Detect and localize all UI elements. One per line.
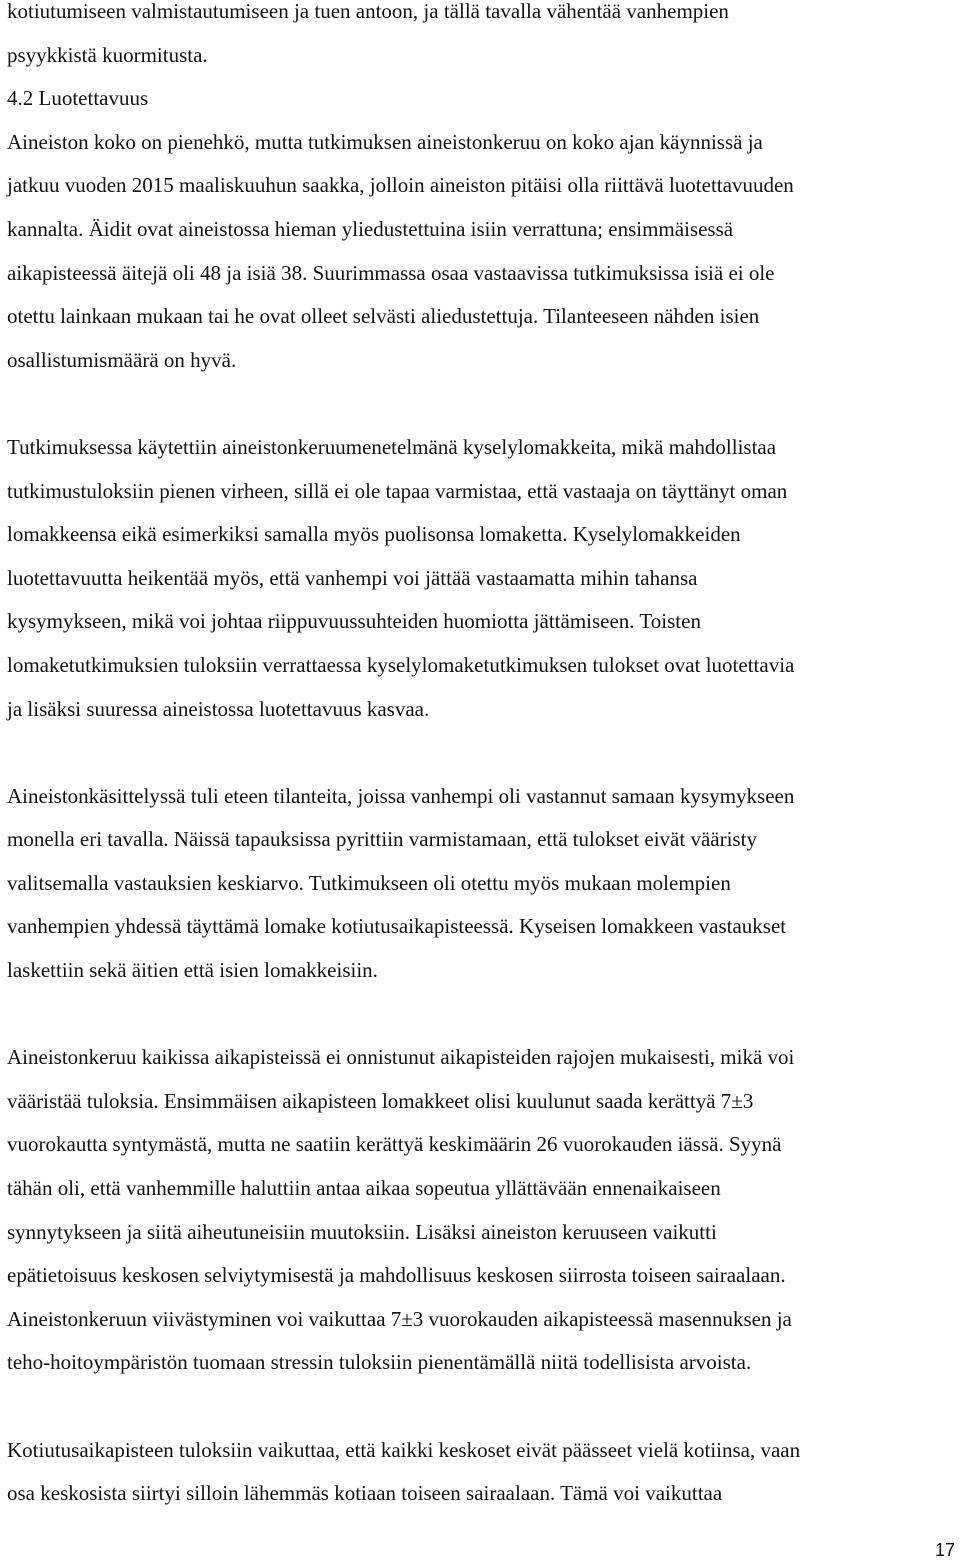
document-page — [7, 0, 957, 1516]
section-heading: 4.2 Luotettavuus — [7, 86, 149, 111]
paragraph-4 — [7, 1036, 957, 1385]
text-line: psyykkistä kuormitusta. — [7, 42, 208, 67]
text-line: Kotiutusaikapisteen tuloksiin vaikuttaa, että kaikki keskoset eivät päässeet vielä kotiinsa, vaan — [7, 1437, 801, 1462]
text-line: tutkimustuloksiin pienen virheen, sillä ei ole tapaa varmistaa, että vastaaja on täyttänyt oman — [7, 478, 788, 503]
text-line: Aineistonkäsittelyssä tuli eteen tilanteita, joissa vanhempi oli vastannut samaan kysymykseen — [7, 783, 795, 808]
paragraph-gap — [7, 731, 957, 775]
text-line: kannalta. Äidit ovat aineistossa hieman yliedustettuina isiin verrattuna; ensimmäisessä — [7, 216, 734, 241]
text-line: kysymykseen, mikä voi johtaa riippuvuussuhteiden huomiotta jättämiseen. Toisten — [7, 609, 701, 634]
paragraph-2 — [7, 426, 957, 731]
text-line: jatkuu vuoden 2015 maaliskuuhun saakka, jolloin aineiston pitäisi olla riittävä luotettavuuden — [7, 173, 794, 198]
text-line: osa keskosista siirtyi silloin lähemmäs kotiaan toiseen sairaalaan. Tämä voi vaikuttaa — [7, 1481, 723, 1506]
text-line: aikapisteessä äitejä oli 48 ja isiä 38. Suurimmassa osaa vastaavissa tutkimuksissa isiä ei ole — [7, 260, 775, 285]
paragraph-5 — [7, 1429, 957, 1516]
text-line: valitsemalla vastauksien keskiarvo. Tutkimukseen oli otettu myös mukaan molempien — [7, 870, 731, 895]
intro-paragraph — [7, 0, 957, 77]
text-line: synnytykseen ja siitä aiheutuneisiin muutoksiin. Lisäksi aineiston keruuseen vaikutti — [7, 1219, 717, 1244]
text-line: Aineistonkeruu kaikissa aikapisteissä ei onnistunut aikapisteiden rajojen mukaisesti, mikä voi — [7, 1045, 795, 1070]
page-number: 17 — [934, 1540, 955, 1560]
text-line: laskettiin sekä äitien että isien lomakkeisiin. — [7, 958, 378, 983]
text-line: vääristää tuloksia. Ensimmäisen aikapisteen lomakkeet olisi kuulunut saada kerättyä 7±3 — [7, 1088, 754, 1113]
text-line: kotiutumiseen valmistautumiseen ja tuen antoon, ja tällä tavalla vähentää vanhempien — [7, 0, 729, 23]
text-line: lomaketutkimuksien tuloksiin verrattaessa kyselylomaketutkimuksen tulokset ovat luotettavia — [7, 652, 795, 677]
paragraph-gap — [7, 1385, 957, 1429]
text-line: Aineiston koko on pienehkö, mutta tutkimuksen aineistonkeruu on koko ajan käynnissä ja — [7, 129, 763, 154]
text-line: luotettavuutta heikentää myös, että vanhempi voi jättää vastaamatta mihin tahansa — [7, 565, 698, 590]
paragraph-3 — [7, 775, 957, 993]
text-line: tähän oli, että vanhemmille haluttiin antaa aikaa sopeutua yllättävään ennenaikaiseen — [7, 1176, 721, 1201]
text-line: lomakkeensa eikä esimerkiksi samalla myös puolisonsa lomaketta. Kyselylomakkeiden — [7, 522, 741, 547]
paragraph-1 — [7, 121, 957, 383]
text-line: vanhempien yhdessä täyttämä lomake kotiutusaikapisteessä. Kyseisen lomakkeen vastaukset — [7, 914, 787, 939]
paragraph-gap — [7, 382, 957, 426]
text-line: Tutkimuksessa käytettiin aineistonkeruumenetelmänä kyselylomakkeita, mikä mahdollistaa — [7, 434, 777, 459]
text-line: vuorokautta syntymästä, mutta ne saatiin kerättyä keskimäärin 26 vuorokauden iässä. Syynä — [7, 1132, 782, 1157]
text-line: teho-hoitoympäristön tuomaan stressin tuloksiin pienentämällä niitä todellisista arvoista. — [7, 1350, 752, 1375]
text-line: osallistumismäärä on hyvä. — [7, 347, 237, 372]
text-line: otettu lainkaan mukaan tai he ovat olleet selvästi aliedustettuja. Tilanteeseen nähden isien — [7, 304, 760, 329]
text-line: ja lisäksi suuressa aineistossa luotettavuus kasvaa. — [7, 696, 430, 721]
text-line: epätietoisuus keskosen selviytymisestä ja mahdollisuus keskosen siirrosta toiseen sairaalaan. — [7, 1263, 786, 1288]
paragraph-gap — [7, 993, 957, 1037]
text-line: monella eri tavalla. Näissä tapauksissa pyrittiin varmistamaan, että tulokset eivät vääristy — [7, 827, 757, 852]
text-line: Aineistonkeruun viivästyminen voi vaikuttaa 7±3 vuorokauden aikapisteessä masennuksen ja — [7, 1306, 792, 1331]
